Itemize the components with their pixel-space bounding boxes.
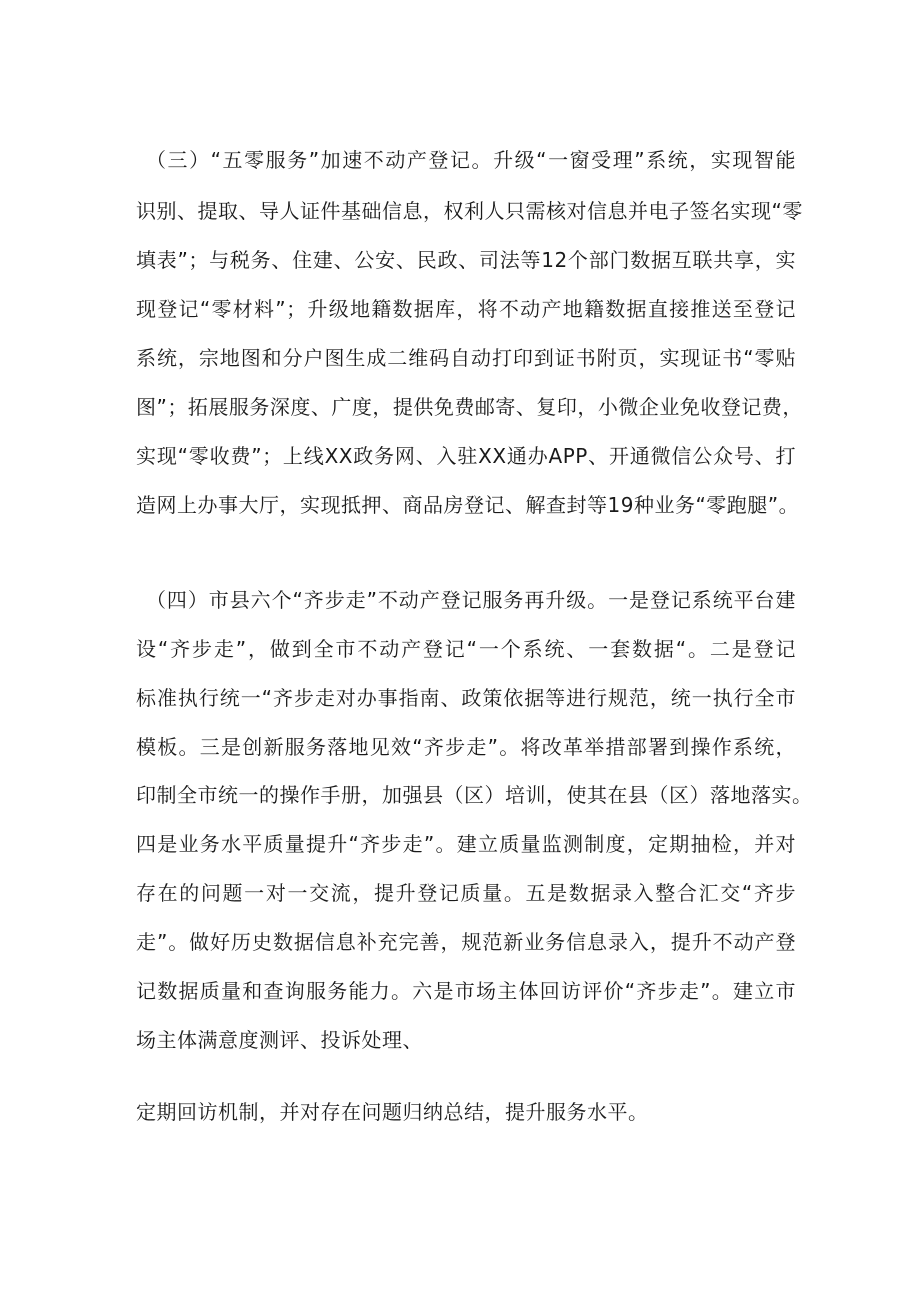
- text-line: （三）“五零服务”加速不动产登记。升级“一窗受理”系统，实现智能: [146, 148, 796, 172]
- text-line: 四是业务水平质量提升“齐步走”。建立质量监测制度，定期抽检，并对: [136, 832, 796, 856]
- text-line: 造网上办事大厅，实现抵押、商品房登记、解查封等19种业务“零跑腿”。: [136, 493, 800, 517]
- text-line: 模板。三是创新服务落地见效“齐步走”。将改革举措部署到操作系统，: [136, 735, 796, 759]
- text-line: 系统，宗地图和分户图生成二维码自动打印到证书附页，实现证书“零贴: [136, 346, 796, 370]
- text-line: 印制全市统一的操作手册，加强县（区）培训，使其在县（区）落地落实。: [136, 783, 813, 807]
- text-line: 实现“零收费”；上线XX政务网、入驻XX通办APP、开通微信公众号、打: [136, 444, 796, 468]
- text-line: 场主体满意度测评、投诉处理、: [136, 1028, 423, 1052]
- text-line: 走”。做好历史数据信息补充完善，规范新业务信息录入，提升不动产登: [136, 930, 796, 954]
- text-line: 存在的问题一对一交流，提升登记质量。五是数据录入整合汇交“齐步: [136, 881, 796, 905]
- text-line: 定期回访机制，并对存在问题归纳总结，提升服务水平。: [136, 1100, 649, 1124]
- text-line: 图”；拓展服务深度、广度，提供免费邮寄、复印，小微企业免收登记费，: [136, 395, 803, 419]
- text-line: 设“齐步走”，做到全市不动产登记“一个系统、一套数据“。二是登记: [136, 637, 796, 661]
- text-line: 标准执行统一“齐步走对办事指南、政策依据等进行规范，统一执行全市: [136, 686, 796, 710]
- text-line: 记数据质量和查询服务能力。六是市场主体回访评价“齐步走”。建立市: [136, 979, 796, 1003]
- text-line: 识别、提取、导人证件基础信息，权利人只需核对信息并电子签名实现“零: [136, 199, 803, 223]
- text-line: 现登记“零材料”；升级地籍数据库，将不动产地籍数据直接推送至登记: [136, 297, 796, 321]
- text-line: （四）市县六个“齐步走”不动产登记服务再升级。一是登记系统平台建: [146, 588, 796, 612]
- text-line: 填表”；与税务、住建、公安、民政、司法等12个部门数据互联共享，实: [136, 248, 796, 272]
